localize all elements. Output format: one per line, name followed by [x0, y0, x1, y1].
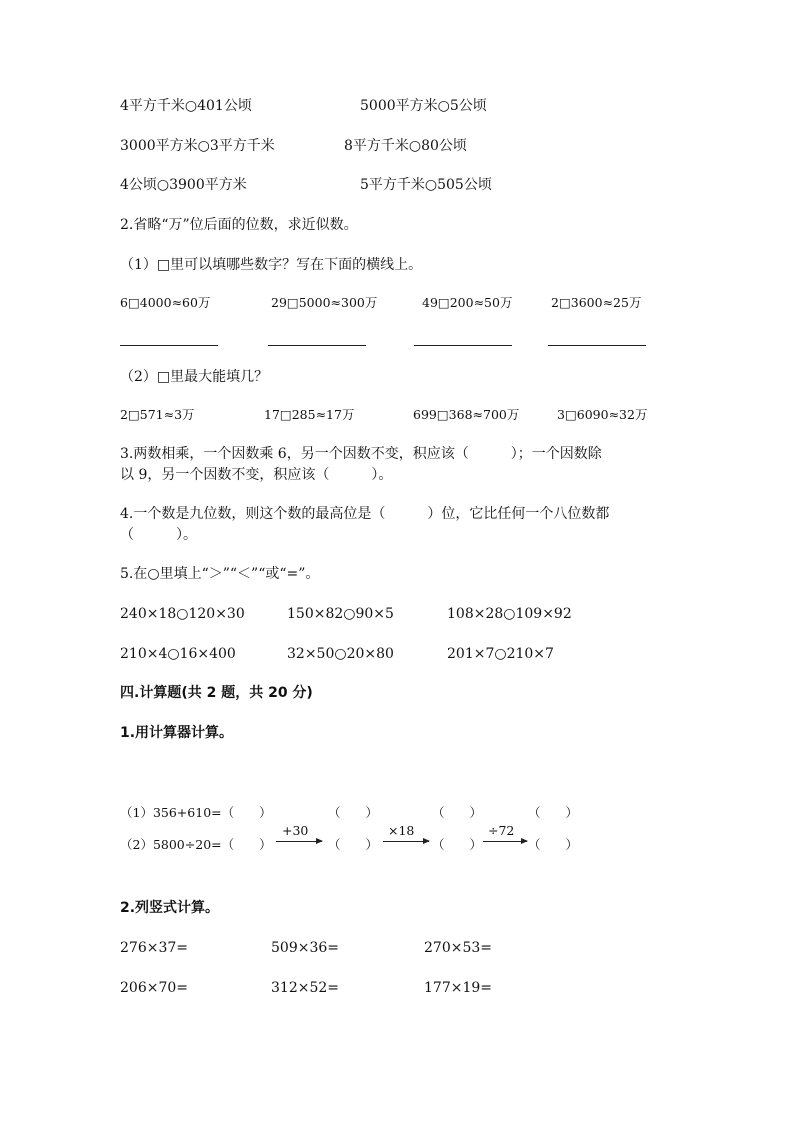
answer-line[interactable]	[268, 345, 366, 346]
compare-expression: 201×7○210×7	[447, 646, 554, 662]
approx-item: 699□368≈700万	[413, 407, 520, 422]
answer-paren: （ ）	[528, 837, 579, 852]
vertical-calc-item: 270×53=	[424, 940, 492, 956]
answer-paren: （ ）	[432, 805, 483, 820]
arrow-right-icon	[383, 841, 429, 842]
answer-line[interactable]	[120, 345, 218, 346]
arrow-right-icon	[276, 841, 322, 842]
section-4-title: 四.计算题(共 2 题，共 20 分)	[120, 685, 313, 701]
compare-item: 5000平方米○5公顷	[360, 98, 487, 114]
question-2-part2: （2）□里最大能填几？	[120, 369, 269, 385]
question-4-line2: （ ）。	[120, 527, 197, 543]
vertical-calc-item: 177×19=	[424, 980, 492, 996]
compare-item: 4平方千米○401公顷	[120, 98, 252, 114]
calc-row-2-start: （2）5800÷20=（ ）	[120, 837, 272, 852]
approx-item: 17□285≈17万	[264, 407, 355, 422]
arrow-operation: +30	[282, 823, 309, 838]
vertical-calc-item: 206×70=	[120, 980, 188, 996]
approx-item: 3□6090≈32万	[557, 407, 648, 422]
compare-expression: 108×28○109×92	[447, 606, 572, 622]
calc-question-2-title: 2.列竖式计算。	[120, 900, 220, 916]
question-2-title: 2.省略“万”位后面的位数，求近似数。	[120, 217, 358, 233]
compare-expression: 210×4○16×400	[120, 646, 236, 662]
approx-item: 49□200≈50万	[422, 295, 513, 310]
answer-line[interactable]	[548, 345, 646, 346]
answer-paren: （ ）	[432, 837, 483, 852]
compare-expression: 150×82○90×5	[287, 606, 394, 622]
compare-expression: 32×50○20×80	[287, 646, 394, 662]
vertical-calc-item: 509×36=	[271, 940, 339, 956]
arrow-right-icon	[483, 841, 527, 842]
arrow-operation: ×18	[388, 823, 415, 838]
approx-item: 2□3600≈25万	[551, 295, 642, 310]
question-4-line1: 4.一个数是九位数，则这个数的最高位是（ ）位，它比任何一个八位数都	[120, 506, 610, 522]
answer-paren: （ ）	[528, 805, 579, 820]
approx-item: 2□571≈3万	[120, 407, 195, 422]
vertical-calc-item: 276×37=	[120, 940, 188, 956]
approx-item: 6□4000≈60万	[120, 295, 211, 310]
compare-item: 5平方千米○505公顷	[360, 177, 492, 193]
question-2-part1: （1）□里可以填哪些数字？写在下面的横线上。	[120, 257, 423, 273]
compare-expression: 240×18○120×30	[120, 606, 245, 622]
calc-row-1-start: （1）356+610=（ ）	[120, 805, 272, 820]
calc-question-1-title: 1.用计算器计算。	[120, 725, 234, 741]
question-3-line1: 3.两数相乘，一个因数乘 6，另一个因数不变，积应该（ ）；一个因数除	[120, 446, 602, 462]
question-3-line2: 以 9，另一个因数不变，积应该（ ）。	[120, 467, 393, 483]
arrow-operation: ÷72	[488, 823, 515, 838]
answer-line[interactable]	[414, 345, 512, 346]
question-5-title: 5.在○里填上“＞”“＜”“或“=”。	[120, 566, 320, 582]
vertical-calc-item: 312×52=	[271, 980, 339, 996]
compare-item: 4公顷○3900平方米	[120, 177, 247, 193]
answer-paren: （ ）	[328, 837, 379, 852]
approx-item: 29□5000≈300万	[271, 295, 378, 310]
answer-paren: （ ）	[328, 805, 379, 820]
compare-item: 3000平方米○3平方千米	[120, 138, 275, 154]
compare-item: 8平方千米○80公顷	[344, 138, 467, 154]
